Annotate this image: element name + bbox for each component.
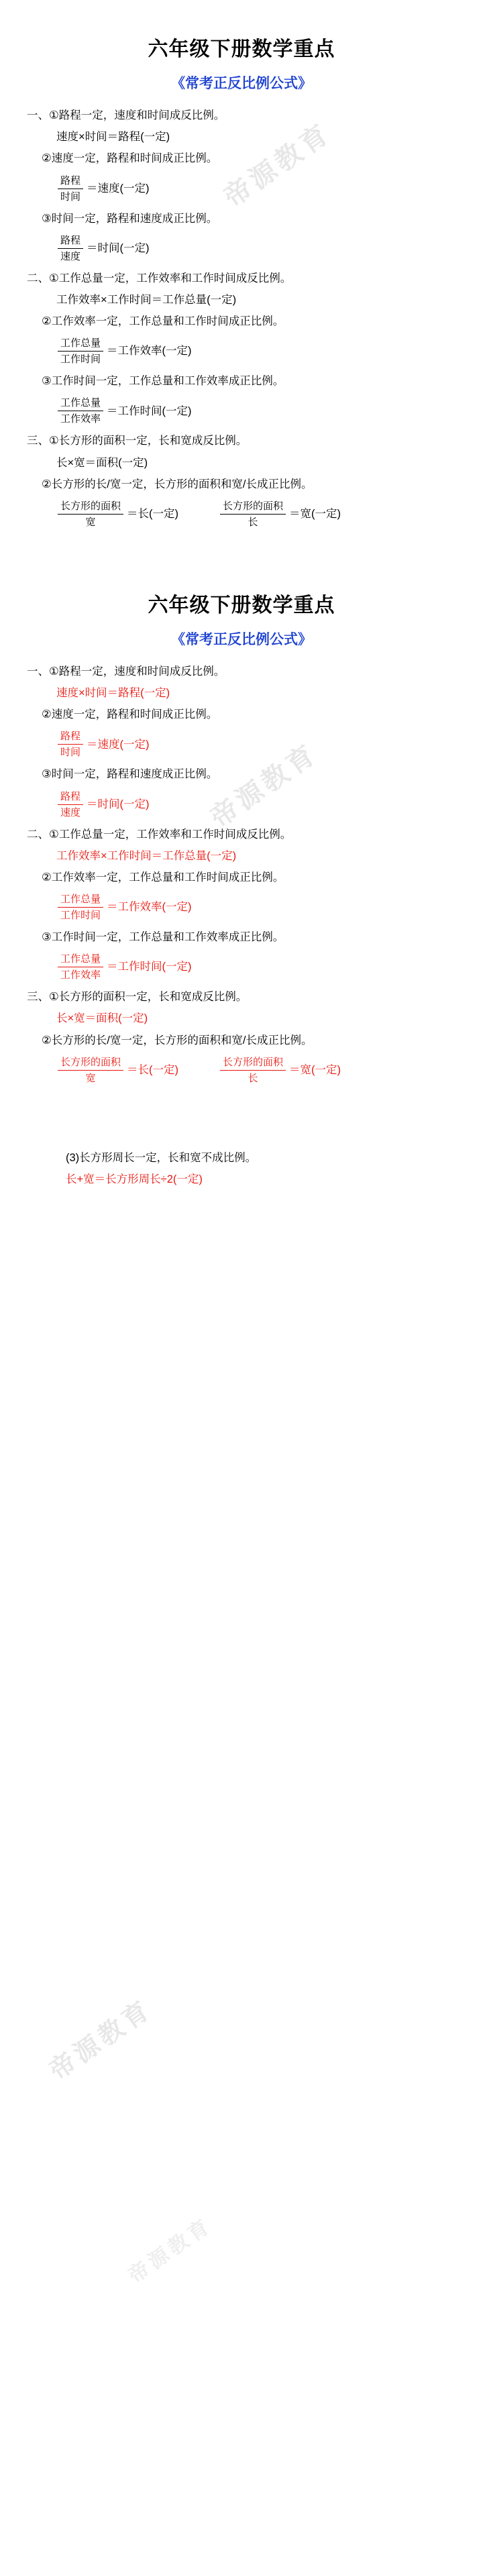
list-item: 一、①路程一定，速度和时间成反比例。 bbox=[27, 665, 225, 678]
fraction-numerator: 路程 bbox=[58, 233, 83, 249]
formula-fraction bbox=[27, 725, 456, 763]
list-item: ②速度一定，路程和时间成正比例。 bbox=[42, 152, 218, 165]
formula-fraction bbox=[27, 170, 456, 208]
formula-line: 速度×时间＝路程(一定) bbox=[56, 687, 170, 700]
fraction-numerator: 长方形的面积 bbox=[58, 1055, 123, 1071]
fraction-equals: ＝宽(一定) bbox=[289, 1063, 341, 1076]
formula-fraction-pair bbox=[27, 1051, 456, 1089]
fraction-equals: ＝速度(一定) bbox=[87, 182, 150, 195]
fraction-denominator: 宽 bbox=[85, 1072, 96, 1084]
list-item: ③工作时间一定，工作总量和工作效率成正比例。 bbox=[42, 375, 284, 388]
document-section-1 bbox=[0, 0, 483, 574]
formula-line: 工作效率×工作时间＝工作总量(一定) bbox=[56, 849, 237, 862]
watermark: 帝源教育 bbox=[218, 117, 337, 213]
fraction-numerator: 长方形的面积 bbox=[58, 499, 123, 515]
section-1-body bbox=[27, 93, 456, 574]
spacer bbox=[27, 533, 456, 574]
formula-line: 长×宽＝面积(一定) bbox=[56, 1012, 148, 1025]
fraction-numerator: 工作总量 bbox=[58, 396, 103, 411]
list-item: 三、①长方形的面积一定，长和宽成反比例。 bbox=[27, 991, 248, 1004]
section-divider bbox=[0, 574, 483, 582]
fraction-numerator: 工作总量 bbox=[58, 892, 103, 908]
fraction-denominator: 速度 bbox=[60, 250, 81, 262]
list-item: 二、①工作总量一定，工作效率和工作时间成反比例。 bbox=[27, 272, 292, 284]
fraction-numerator: 工作总量 bbox=[58, 336, 103, 352]
fraction-equals: ＝工作时间(一定) bbox=[107, 405, 192, 417]
spacer bbox=[27, 1089, 456, 1147]
formula-fraction bbox=[27, 888, 456, 926]
list-item: ②长方形的长/宽一定，长方形的面积和宽/长成正比例。 bbox=[42, 1034, 313, 1046]
formula-line: 速度×时间＝路程(一定) bbox=[56, 131, 170, 144]
formula-line: 长×宽＝面积(一定) bbox=[56, 456, 148, 469]
fraction-equals: ＝工作时间(一定) bbox=[107, 961, 192, 973]
page-subtitle-2: 《常考正反比例公式》 bbox=[171, 631, 312, 647]
list-item: 一、①路程一定，速度和时间成反比例。 bbox=[27, 109, 225, 121]
fraction-denominator: 长 bbox=[248, 1072, 258, 1084]
formula-fraction bbox=[27, 229, 456, 268]
formula-line: 长+宽＝长方形周长÷2(一定) bbox=[66, 1173, 203, 1185]
fraction-denominator: 长 bbox=[248, 516, 258, 528]
formula-fraction bbox=[27, 948, 456, 986]
fraction-equals: ＝工作效率(一定) bbox=[107, 345, 192, 358]
list-item: ②速度一定，路程和时间成正比例。 bbox=[42, 708, 218, 721]
list-item: ②工作效率一定，工作总量和工作时间成正比例。 bbox=[42, 315, 284, 328]
fraction-numerator: 路程 bbox=[58, 790, 83, 805]
watermark: 帝源教育 bbox=[44, 1994, 158, 2086]
fraction-equals: ＝宽(一定) bbox=[289, 508, 341, 521]
fraction-equals: ＝长(一定) bbox=[127, 1063, 179, 1076]
list-item: 二、①工作总量一定，工作效率和工作时间成反比例。 bbox=[27, 828, 292, 841]
list-item: (3)长方形周长一定，长和宽不成比例。 bbox=[66, 1151, 257, 1164]
formula-fraction bbox=[27, 392, 456, 430]
fraction-numerator: 路程 bbox=[58, 729, 83, 745]
fraction-numerator: 路程 bbox=[58, 174, 83, 189]
page-subtitle-1: 《常考正反比例公式》 bbox=[171, 75, 312, 91]
fraction-numerator: 长方形的面积 bbox=[220, 1055, 286, 1071]
list-item: ③工作时间一定，工作总量和工作效率成正比例。 bbox=[42, 931, 284, 944]
formula-fraction bbox=[27, 786, 456, 824]
document-section-2 bbox=[0, 582, 483, 1190]
fraction-equals: ＝时间(一定) bbox=[87, 798, 150, 810]
fraction-denominator: 宽 bbox=[85, 516, 96, 528]
fraction-denominator: 速度 bbox=[60, 806, 81, 818]
formula-fraction-pair bbox=[27, 495, 456, 533]
fraction-denominator: 工作效率 bbox=[60, 413, 101, 425]
list-item: ③时间一定，路程和速度成正比例。 bbox=[42, 768, 218, 781]
fraction-denominator: 工作效率 bbox=[60, 969, 101, 981]
fraction-denominator: 时间 bbox=[60, 191, 81, 203]
fraction-equals: ＝工作效率(一定) bbox=[107, 901, 192, 914]
formula-line: 工作效率×工作时间＝工作总量(一定) bbox=[56, 293, 237, 306]
list-item: ②工作效率一定，工作总量和工作时间成正比例。 bbox=[42, 871, 284, 883]
fraction-numerator: 工作总量 bbox=[58, 952, 103, 967]
list-item: ②长方形的长/宽一定，长方形的面积和宽/长成正比例。 bbox=[42, 478, 313, 490]
fraction-equals: ＝长(一定) bbox=[127, 508, 179, 521]
fraction-denominator: 时间 bbox=[60, 747, 81, 759]
watermark: 帝源教育 bbox=[124, 2214, 217, 2288]
fraction-denominator: 工作时间 bbox=[60, 910, 101, 922]
watermark: 帝源教育 bbox=[205, 737, 323, 834]
fraction-equals: ＝时间(一定) bbox=[87, 241, 150, 254]
page-title-2: 六年级下册数学重点 bbox=[148, 594, 335, 616]
section-2-body bbox=[27, 649, 456, 1190]
fraction-equals: ＝速度(一定) bbox=[87, 738, 150, 751]
page-title-1: 六年级下册数学重点 bbox=[148, 38, 335, 60]
list-item: ③时间一定，路程和速度成正比例。 bbox=[42, 212, 218, 225]
formula-fraction bbox=[27, 332, 456, 370]
fraction-denominator: 工作时间 bbox=[60, 354, 101, 366]
fraction-numerator: 长方形的面积 bbox=[220, 499, 286, 515]
list-item: 三、①长方形的面积一定，长和宽成反比例。 bbox=[27, 435, 248, 447]
